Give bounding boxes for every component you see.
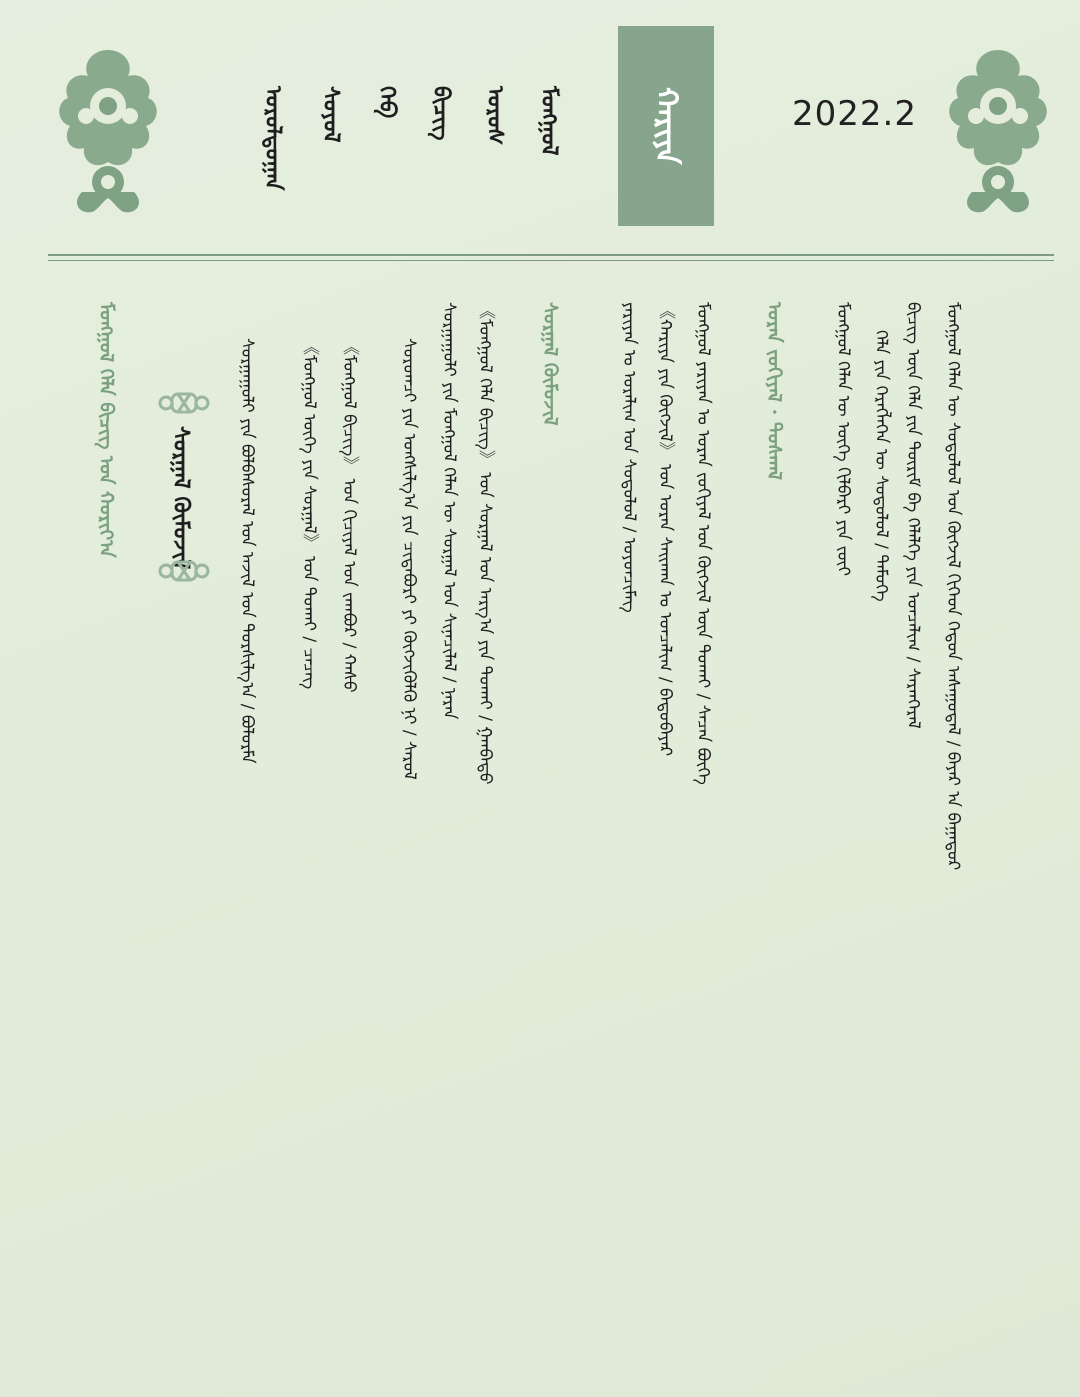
magazine-title-block: [618, 26, 714, 226]
section-3-line-3: ᠰᠤᠷᠤᠭᠴᠢ ᠶᠢᠨ ᠤᠩᠰᠢᠯᠭ᠎ᠠ ᠶᠢᠨ ᠴᠢᠳᠠᠪᠤᠷᠢ ᠶᠢ ᠬᠥᠭᠵᠢᠭᠦᠯᠬᠦ ᠨᠢ / ᠰᠠᠷᠤᠯ: [399, 338, 419, 780]
section-3-line-4: 《ᠮᠣᠩᠭᠣᠯ ᠪᠢᠴᠢᠭ᠌》 ᠤᠨ ᠬᠢᠴᠢᠶᠡᠯ ᠤᠨ ᠵᠠᠭᠪᠤᠷ / ᠬᠠᠰᠤ: [339, 338, 359, 693]
name-column-2: ᠣᠷᠣᠰ: [482, 86, 508, 146]
cloud-ornament-left-icon: [52, 42, 164, 218]
section-1-line-4: ᠮᠣᠩᠭᠣᠯ ᠬᠡᠯᠡᠨ ᠦ ᠦᠭᠡ ᠬᠢᠯᠪᠡᠷᠢ ᠶᠢᠨ ᠵᠦᠢ: [833, 302, 853, 577]
section-2-line-3: ᠶᠠᠷᠢᠶᠠᠨ ᠤ ᠤᠷᠠᠯᠢᠭ ᠤᠨ ᠰᠤᠳᠤᠯᠤᠯ / ᠣᠶᠤᠨᠴᠢᠮᠡᠭ: [619, 302, 639, 613]
name-column-4: ᠬᠡᠪ: [374, 86, 400, 119]
section-2-heading: ᠤᠷᠠᠨ ᠵᠣᠬᠢᠶᠠᠯ · ᠲᠣᠰᠬᠠᠯ: [763, 302, 785, 481]
endless-knot-bottom-icon: [158, 556, 210, 586]
name-column-6: ᠤᠷᠤᠯᠳᠤᠭᠠᠨ: [260, 86, 286, 191]
name-column-5: ᠰᠣᠶᠣᠯ: [318, 86, 344, 143]
section-3-line-1: 《ᠮᠣᠩᠭᠣᠯ ᠬᠡᠯᠡ ᠪᠢᠴᠢᠭ᠌》 ᠤᠨ ᠰᠤᠷᠭᠠᠯ ᠤᠨ ᠠᠷᠭ᠎ᠠ ᠶᠢᠨ ᠲᠤᠬᠠᠢ / ᠭᠠᠨᠪᠠᠲᠤ: [475, 302, 495, 785]
section-1-line-3: ᠬᠡᠯᠡ ᠶᠢᠨ ᠬᠡᠷᠡᠭᠯᠡᠭᠡᠨ ᠦ ᠰᠤᠳᠤᠯᠤᠯ / ᠲᠡᠮᠦᠭᠡ: [871, 330, 891, 602]
section-1-line-2: ᠪᠢᠴᠢᠭ᠌ ᠦᠨ ᠬᠡᠯᠡ ᠶᠢᠨ ᠳᠦᠷᠢᠮ ᠪᠠ ᠬᠡᠯᠡᠯᠭᠡ ᠶᠢᠨ ᠣᠨᠴᠠᠯᠢᠭ / ᠰᠠᠷᠠᠨᠭᠡᠷᠡᠯ: [903, 302, 923, 729]
section-3-line-2: ᠰᠤᠷᠭᠠᠭᠤᠯᠢ ᠶᠢᠨ ᠮᠣᠩᠭᠣᠯ ᠬᠡᠯᠡᠨ ᠦ ᠰᠤᠷᠭᠠᠯ ᠤᠨ ᠰᠢᠨᠡᠴᠢᠯᠡᠯ / ᠨᠠᠷᠠᠨ: [439, 302, 459, 720]
section-2-line-2: 《ᠬᠠᠷᠢᠶᠠ ᠶᠢᠨ ᠬᠥᠭᠵᠢᠯ》 ᠤᠨ ᠤᠷᠠᠨ ᠰᠠᠢᠬᠠᠨ ᠤ ᠣᠨᠴᠠᠯᠢᠭ / ᠪᠠᠲᠤᠪᠠᠶᠠᠷ: [655, 302, 675, 757]
section-3-heading: ᠰᠤᠷᠭᠠᠯ ᠬᠦᠮᠦᠵᠢᠯ: [539, 302, 561, 426]
header-divider: [48, 254, 1054, 256]
magazine-title: ᠬᠠᠷᠢᠶᠠ: [648, 87, 684, 165]
header-divider-thin: [48, 260, 1054, 261]
issue-date: 2022.2: [792, 94, 917, 134]
publisher-name: ᠮᠣᠩᠭᠣᠯ ᠬᠡᠯᠡ ᠪᠢᠴᠢᠭ᠌ ᠤᠨ ᠬᠣᠷᠢᠶ᠎ᠠ: [95, 302, 117, 558]
name-column-1: ᠮᠣᠩᠭᠣᠯ: [536, 86, 562, 156]
name-column-3: ᠪᠢᠴᠢᠭ᠌: [428, 86, 454, 141]
section-3-line-6: ᠰᠤᠷᠭᠠᠭᠤᠯᠢ ᠶᠢᠨ ᠪᠣᠯᠪᠠᠰᠤᠷᠠᠯ ᠤᠨ ᠠᠵᠢᠯ ᠤᠨ ᠲᠤᠷᠰᠢᠯᠭ᠎ᠠ / ᠪᠣᠯᠣᠷᠮᠠ: [237, 338, 257, 764]
section-2-line-1: ᠮᠣᠩᠭᠣᠯ ᠶᠠᠷᠢᠶᠠᠨ ᠤ ᠤᠷᠠᠨ ᠵᠣᠬᠢᠶᠠᠯ ᠤᠨ ᠬᠥᠭᠵᠢᠯ ᠦᠨ ᠲᠤᠬᠠᠢ / ᠰᠡᠴᠡᠨ ᠪᠦᠬᠡ: [693, 302, 713, 785]
cloud-ornament-right-icon: [942, 42, 1054, 218]
footer-section-label: ᠰᠤᠷᠭᠠᠯ ᠬᠦᠮᠦᠵᠢᠯ: [168, 426, 194, 570]
section-3-line-5: 《ᠮᠣᠩᠭᠣᠯ ᠦᠭᠡ ᠶᠢᠨ ᠰᠤᠷᠭᠠᠯ》 ᠤᠨ ᠲᠤᠬᠠᠢ / ᠴᠡᠴᠡᠭ: [299, 338, 319, 690]
endless-knot-top-icon: [158, 388, 210, 418]
section-1-line-1: ᠮᠣᠩᠭᠣᠯ ᠬᠡᠯᠡᠨ ᠦ ᠰᠤᠳᠤᠯᠤᠯ ᠤᠨ ᠬᠥᠭᠵᠢᠯ ᠬᠢᠭᠡᠳ ᠬᠡᠳᠦᠨ ᠠᠰᠠᠭᠤᠳᠠᠯ / ᠪᠠᠶᠠᠷ ᠠ ᠪᠠᠭᠠᠲᠤᠷ: [943, 302, 963, 871]
